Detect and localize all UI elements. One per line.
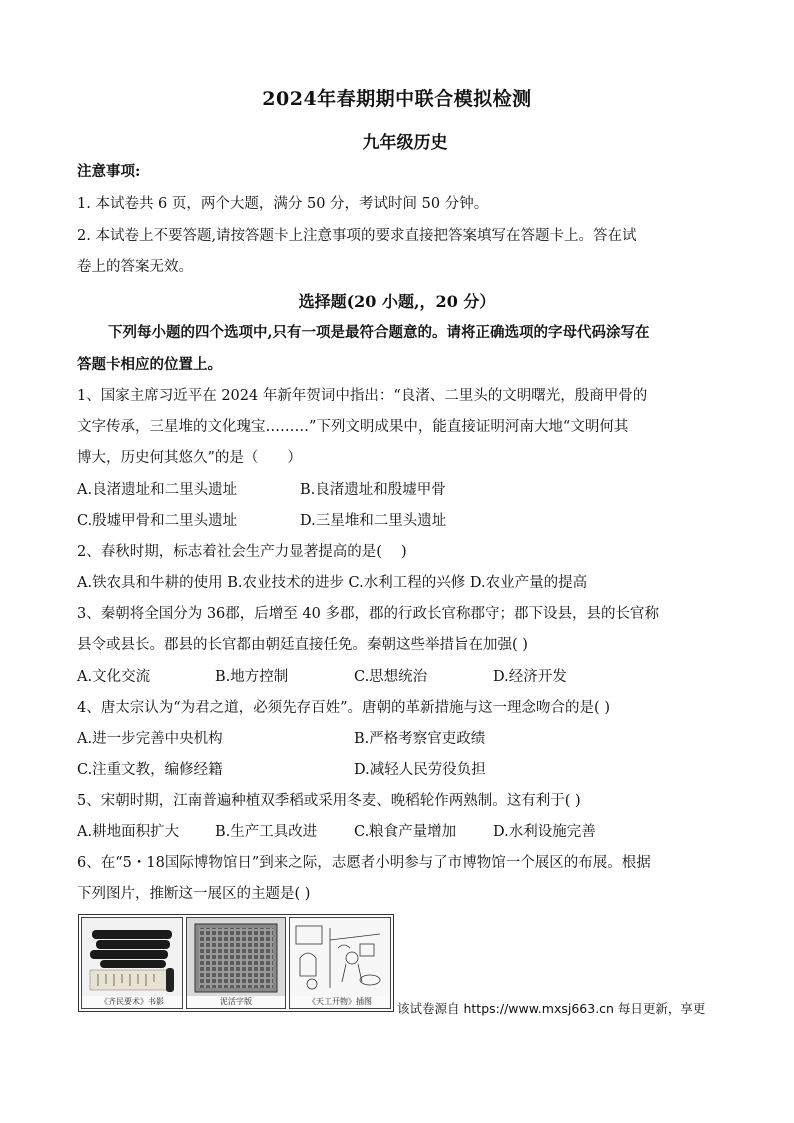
book-scroll-illustration: [82, 918, 182, 996]
question-5-option-a: A.耕地面积扩大: [77, 824, 180, 840]
question-1-line-3: 博大，历史何其悠久”的是（ ）: [77, 450, 302, 466]
question-4-option-d: D.减轻人民劳役负担: [354, 762, 486, 778]
question-4-line-1: 4、唐太宗认为“为君之道，必须先存百姓”。唐朝的革新措施与这一理念吻合的是( ): [77, 700, 610, 716]
question-1-line-1: 1、国家主席习近平在 2024 年新年贺词中指出：“良渚、二里头的文明曙光，殷商甲骨的: [77, 388, 648, 404]
question-3-option-a: A.文化交流: [77, 669, 151, 685]
figure-caption-2: 泥活字版: [220, 997, 252, 1006]
question-6-figure: [78, 914, 394, 1012]
figure-caption-1: 《齐民要术》书影: [100, 997, 164, 1006]
question-3-option-d: D.经济开发: [493, 669, 567, 685]
question-3-option-b: B.地方控制: [215, 669, 289, 685]
book-image-panel: [81, 917, 183, 1009]
question-4-option-a: A.进一步完善中央机构: [77, 731, 223, 747]
question-1-option-b: B.良渚遗址和殷墟甲骨: [300, 482, 446, 498]
notice-item-2-line-2: 卷上的答案无效。: [77, 259, 193, 275]
type-block-panel: [186, 917, 286, 1009]
question-2-options: A.铁农具和牛耕的使用 B.农业技术的进步 C.水利工程的兴修 D.农业产量的提高: [77, 575, 588, 591]
question-6-line-2: 下列图片，推断这一展区的主题是( ): [77, 886, 311, 902]
exam-title: 2024年春期期中联合模拟检测: [262, 88, 532, 110]
source-note: 该试卷源自 https://www.mxsj663.cn 每日更新，享更: [397, 1001, 706, 1016]
exam-subject: 九年级历史: [362, 133, 448, 153]
question-3-option-c: C.思想统治: [354, 669, 428, 685]
question-1-option-d: D.三星堆和二里头遗址: [300, 513, 447, 529]
question-1-line-2: 文字传承，三星堆的文化瑰宝………”下列文明成果中，能直接证明河南大地“文明何其: [77, 419, 629, 435]
question-6-line-1: 6、在“5・18国际博物馆日”到来之际，志愿者小明参与了市博物馆一个展区的布展。根据: [77, 855, 651, 871]
instruction-line-2: 答题卡相应的位置上。: [77, 356, 222, 373]
notice-item-2-line-1: 2. 本试卷上不要答题,请按答题卡上注意事项的要求直接把答案填写在答题卡上。答在试: [77, 228, 637, 244]
question-5-option-b: B.生产工具改进: [215, 824, 318, 840]
notice-item-1: 1. 本试卷共 6 页，两个大题，满分 50 分，考试时间 50 分钟。: [77, 196, 489, 212]
question-1-option-c: C.殷墟甲骨和二里头遗址: [77, 513, 238, 529]
question-3-line-1: 3、秦朝将全国分为 36郡，后增至 40 多郡，郡的行政长官称郡守；郡下设县，县的长官称: [77, 606, 659, 622]
notice-heading: 注意事项:: [77, 163, 141, 180]
instruction-line-1: 下列每小题的四个选项中,只有一项是最符合题意的。请将正确选项的字母代码涂写在: [108, 324, 650, 341]
section-title: 选择题(20 小题,，20 分）: [298, 292, 496, 311]
tiangong-kaiwu-illustration: [290, 918, 390, 996]
question-5-line-1: 5、宋朝时期，江南普遍种植双季稻或采用冬麦、晚稻轮作两熟制。这有利于( ): [77, 793, 581, 809]
question-5-option-c: C.粮食产量增加: [354, 824, 457, 840]
figure-caption-3: 《天工开物》插图: [308, 997, 372, 1006]
question-1-option-a: A.良渚遗址和二里头遗址: [77, 482, 238, 498]
question-2-line-1: 2、春秋时期，标志着社会生产力显著提高的是( ): [77, 544, 407, 560]
question-5-option-d: D.水利设施完善: [493, 824, 596, 840]
illustration-panel: [289, 917, 391, 1009]
question-4-option-c: C.注重文教，编修经籍: [77, 762, 223, 778]
question-4-option-b: B.严格考察官吏政绩: [354, 731, 486, 747]
clay-type-illustration: [187, 918, 285, 996]
question-3-line-2: 县令或县长。郡县的长官都由朝廷直接任免。秦朝这些举措旨在加强( ): [77, 637, 528, 653]
